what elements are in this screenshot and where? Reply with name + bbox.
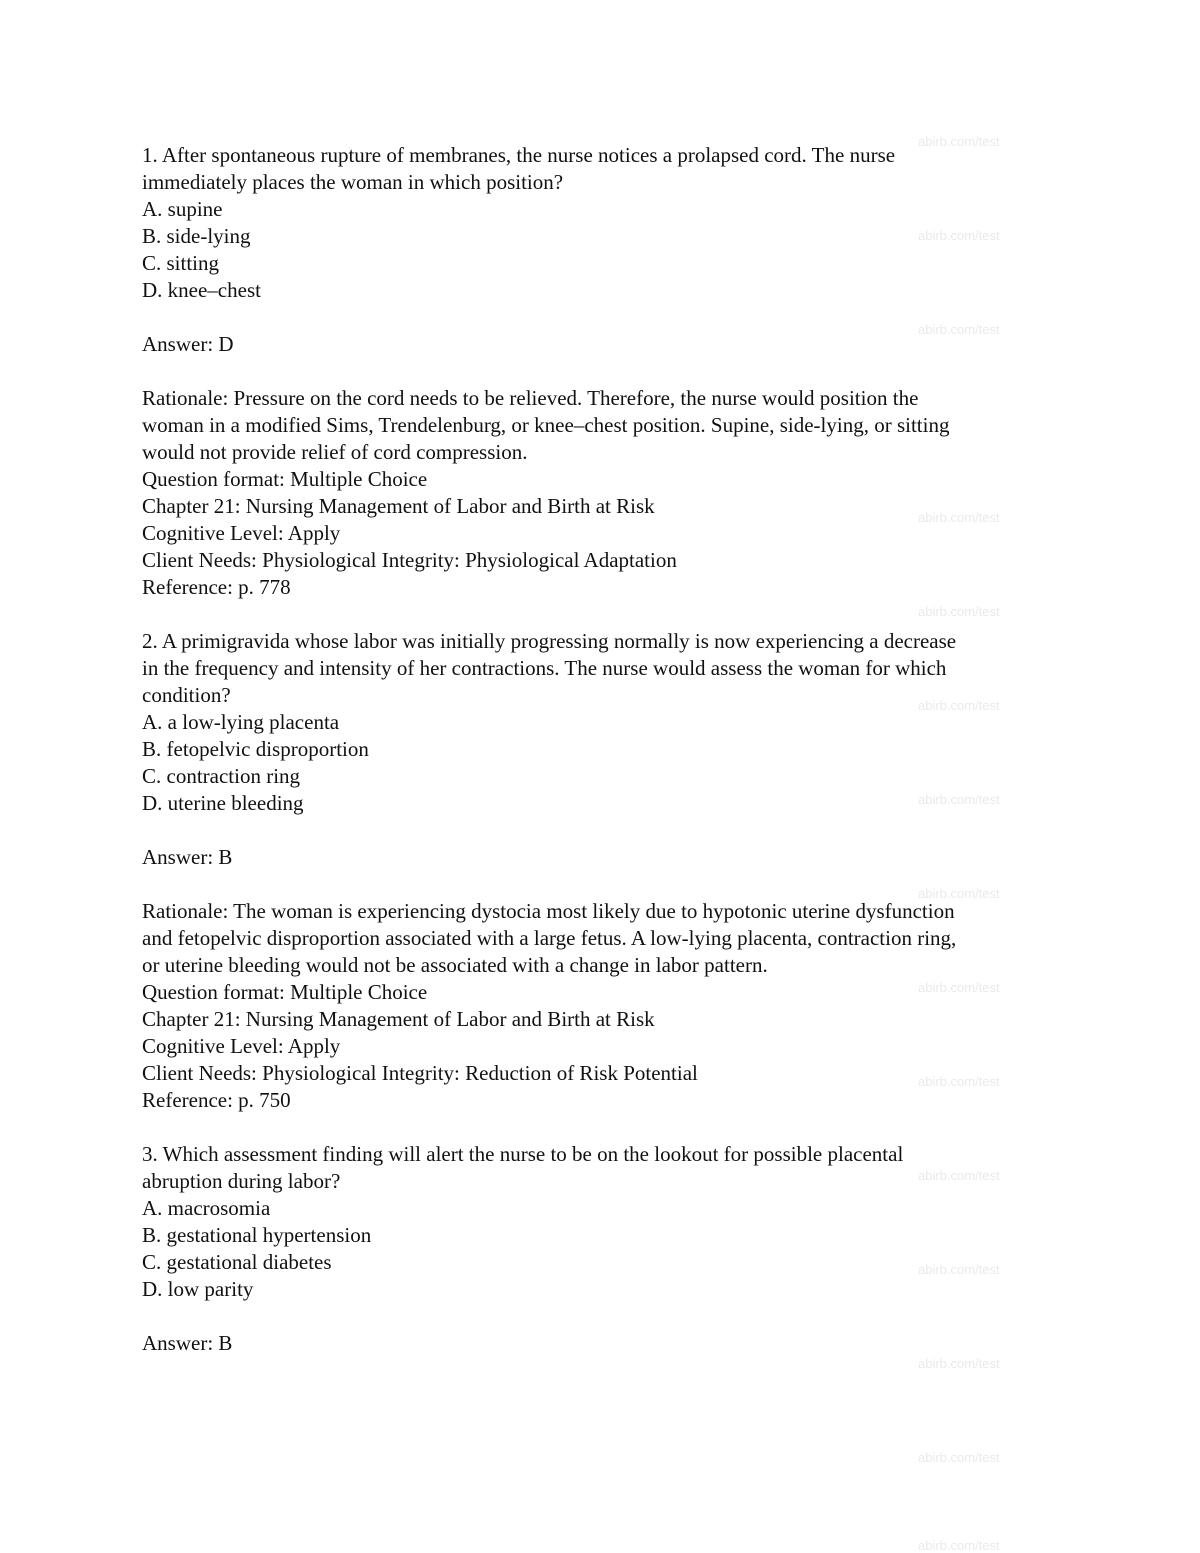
watermark: abirb.com/test [918, 134, 1000, 149]
client-needs: Client Needs: Physiological Integrity: Reduction of Risk Potential [142, 1061, 698, 1085]
answer-option-d: D. knee–chest [142, 278, 261, 302]
question-stem-line: abruption during labor? [142, 1169, 341, 1193]
watermark: abirb.com/test [918, 886, 1000, 901]
answer-option-c: C. sitting [142, 251, 220, 275]
cognitive-level: Cognitive Level: Apply [142, 521, 341, 545]
question-3 [142, 1141, 1072, 1357]
answer-option-b: B. fetopelvic disproportion [142, 737, 369, 761]
watermark: abirb.com/test [918, 1262, 1000, 1277]
answer-option-a: A. macrosomia [142, 1196, 271, 1220]
page-reference: Reference: p. 750 [142, 1088, 291, 1112]
watermark: abirb.com/test [918, 604, 1000, 619]
watermark: abirb.com/test [918, 1168, 1000, 1183]
rationale-line: and fetopelvic disproportion associated with a large fetus. A low-lying placenta, contraction ring, [142, 926, 957, 950]
answer-key: Answer: B [142, 1331, 233, 1355]
rationale-line: woman in a modified Sims, Trendelenburg, or knee–chest position. Supine, side-lying, or sitting [142, 413, 950, 437]
watermark: abirb.com/test [918, 510, 1000, 525]
rationale-line: Rationale: The woman is experiencing dystocia most likely due to hypotonic uterine dysfunction [142, 899, 955, 923]
watermark: abirb.com/test [918, 1356, 1000, 1371]
answer-option-a: A. a low-lying placenta [142, 710, 340, 734]
chapter-info: Chapter 21: Nursing Management of Labor and Birth at Risk [142, 1007, 655, 1031]
question-1 [142, 142, 1072, 601]
watermark: abirb.com/test [918, 228, 1000, 243]
answer-option-c: C. gestational diabetes [142, 1250, 332, 1274]
question-format: Question format: Multiple Choice [142, 980, 428, 1004]
rationale-line: or uterine bleeding would not be associated with a change in labor pattern. [142, 953, 768, 977]
watermark: abirb.com/test [918, 792, 1000, 807]
question-stem-line: 2. A primigravida whose labor was initially progressing normally is now experiencing a decrease [142, 629, 957, 653]
client-needs: Client Needs: Physiological Integrity: Physiological Adaptation [142, 548, 677, 572]
question-format: Question format: Multiple Choice [142, 467, 428, 491]
question-stem-line: condition? [142, 683, 231, 707]
watermark: abirb.com/test [918, 322, 1000, 337]
rationale-line: Rationale: Pressure on the cord needs to be relieved. Therefore, the nurse would position the [142, 386, 919, 410]
answer-key: Answer: B [142, 845, 233, 869]
answer-option-c: C. contraction ring [142, 764, 301, 788]
cognitive-level: Cognitive Level: Apply [142, 1034, 341, 1058]
rationale-line: would not provide relief of cord compression. [142, 440, 528, 464]
question-2 [142, 628, 1072, 1114]
document-body [142, 142, 1072, 1357]
answer-option-b: B. side-lying [142, 224, 251, 248]
watermark: abirb.com/test [918, 980, 1000, 995]
answer-option-d: D. low parity [142, 1277, 254, 1301]
page-reference: Reference: p. 778 [142, 575, 291, 599]
question-stem-line: in the frequency and intensity of her contractions. The nurse would assess the woman for which [142, 656, 947, 680]
answer-option-d: D. uterine bleeding [142, 791, 304, 815]
question-stem-line: 1. After spontaneous rupture of membranes, the nurse notices a prolapsed cord. The nurse [142, 143, 896, 167]
answer-key: Answer: D [142, 332, 234, 356]
chapter-info: Chapter 21: Nursing Management of Labor and Birth at Risk [142, 494, 655, 518]
watermark: abirb.com/test [918, 1538, 1000, 1553]
answer-option-b: B. gestational hypertension [142, 1223, 372, 1247]
answer-option-a: A. supine [142, 197, 223, 221]
question-stem-line: 3. Which assessment finding will alert the nurse to be on the lookout for possible placental [142, 1142, 904, 1166]
question-stem-line: immediately places the woman in which position? [142, 170, 564, 194]
watermark: abirb.com/test [918, 1074, 1000, 1089]
watermark: abirb.com/test [918, 1450, 1000, 1465]
watermark: abirb.com/test [918, 698, 1000, 713]
